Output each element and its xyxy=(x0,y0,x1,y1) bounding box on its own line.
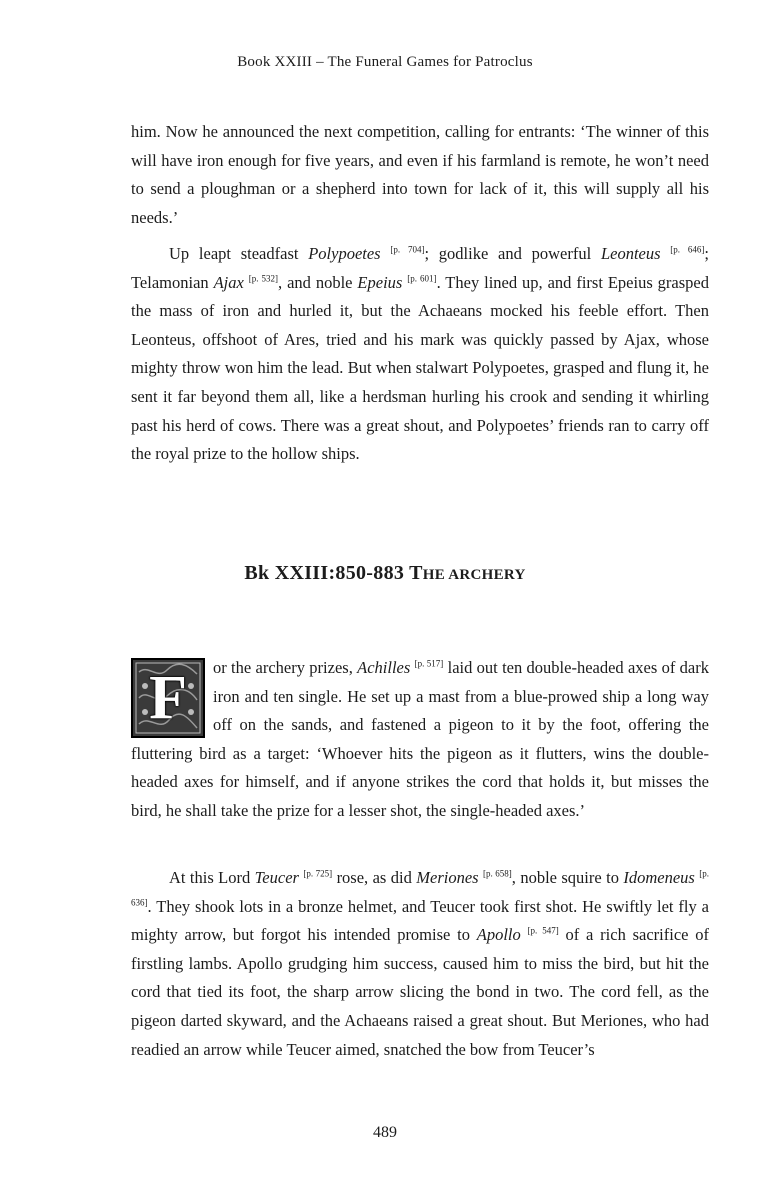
character-name: Leonteus xyxy=(600,244,661,263)
page-reference: [p. 547] xyxy=(527,925,559,936)
p2-text: ; godlike and powerful xyxy=(424,244,601,263)
page-reference: [p. 658] xyxy=(483,868,512,879)
p4-text: At this Lord xyxy=(169,868,255,887)
p3-text: laid out ten double-headed axes of dark iron and ten single. He set up a mast from a blue-prowed ship a long way off on the sands, and fastened a pigeon to it by the foot, offering the fluttering bird as a target: ‘Whoever hits the pigeon as it flutters, wins the double-headed axes for himself, and if anyone strikes the cord that holds it, but misses the bird, he shall take the prize for a lesser shot, the single-headed axes.’ xyxy=(131,658,709,820)
page-reference: [p. 725] xyxy=(303,868,333,879)
character-name: Polypoetes xyxy=(308,244,381,263)
ornamental-dropcap-f xyxy=(131,658,205,738)
paragraph-2 xyxy=(131,240,709,469)
section-heading-smallcaps: HE ARCHERY xyxy=(422,567,526,583)
page-number: 489 xyxy=(373,1124,397,1141)
p2-text: . They lined up, and first Epeius grasped the mass of iron and hurled it, but the Achaeans mocked his feeble effort. Then Leonteus, offshoot of Ares, tried and his mark was quickly passed by Ajax, whose mighty throw won him the lead. But when stalwart Polypoetes, grasped and flung it, he sent it far beyond them all, like a herdsman hurling his crook and sending it whirling past his herd of cows. There was a great shout, and Polypoetes’ friends ran to carry off the royal prize to the hollow ships. xyxy=(131,272,709,464)
page-reference: [p. 517] xyxy=(414,658,444,669)
p4-text: . They shook lots in a bronze helmet, and Teucer took first shot. He swiftly let fly a mighty arrow, but forgot his intended promise to xyxy=(131,896,709,945)
p4-text: of a rich sacrifice of firstling lambs. Apollo grudging him success, caused him to miss the bird, but hit the cord that tied its foot, the sharp arrow slicing the bond in two. The cord fell, as the pigeon darted skyward, and the Achaeans raised a great shout. But Meriones, who had readied an arrow while Teucer aimed, snatched the bow from Teucer’s xyxy=(131,925,710,1059)
p2-text: , and noble xyxy=(278,272,358,292)
character-name: Ajax xyxy=(213,272,244,292)
paragraph-3 xyxy=(131,654,709,826)
paragraph-4 xyxy=(131,864,709,1064)
p2-text: Up leapt steadfast xyxy=(169,244,309,263)
page-reference: [p. 532] xyxy=(248,273,279,284)
character-name: Achilles xyxy=(357,658,411,677)
page-reference: [p. 601] xyxy=(407,273,437,284)
character-name: Teucer xyxy=(254,868,299,887)
p2-text: ; Telamonian xyxy=(131,244,709,292)
p3-text: or the archery prizes, xyxy=(213,658,358,677)
page-reference: [p. 704] xyxy=(390,244,425,255)
p4-text: , noble squire to xyxy=(511,868,624,887)
section-heading-prefix: Bk XXIII:850-883 T xyxy=(244,562,423,584)
character-name: Apollo xyxy=(476,925,521,945)
running-head: Book XXIII – The Funeral Games for Patroclus xyxy=(237,54,533,70)
page-reference: [p. 646] xyxy=(670,244,705,255)
p4-text: rose, as did xyxy=(332,868,417,887)
dropcap-letter: F xyxy=(149,664,187,732)
character-name: Idomeneus xyxy=(623,868,695,887)
section-heading xyxy=(0,562,770,585)
character-name: Epeius xyxy=(357,272,403,292)
paragraph-1 xyxy=(131,118,709,232)
character-name: Meriones xyxy=(416,868,479,887)
paragraph-1-text: him. Now he announced the next competition, calling for entrants: ‘The winner of this will have iron enough for five years, and even if his farmland is remote, he won’t need to send a ploughman or a shepherd into town for lack of it, this will supply all his needs.’ xyxy=(131,122,709,227)
page-reference: [p. 636] xyxy=(131,868,710,908)
